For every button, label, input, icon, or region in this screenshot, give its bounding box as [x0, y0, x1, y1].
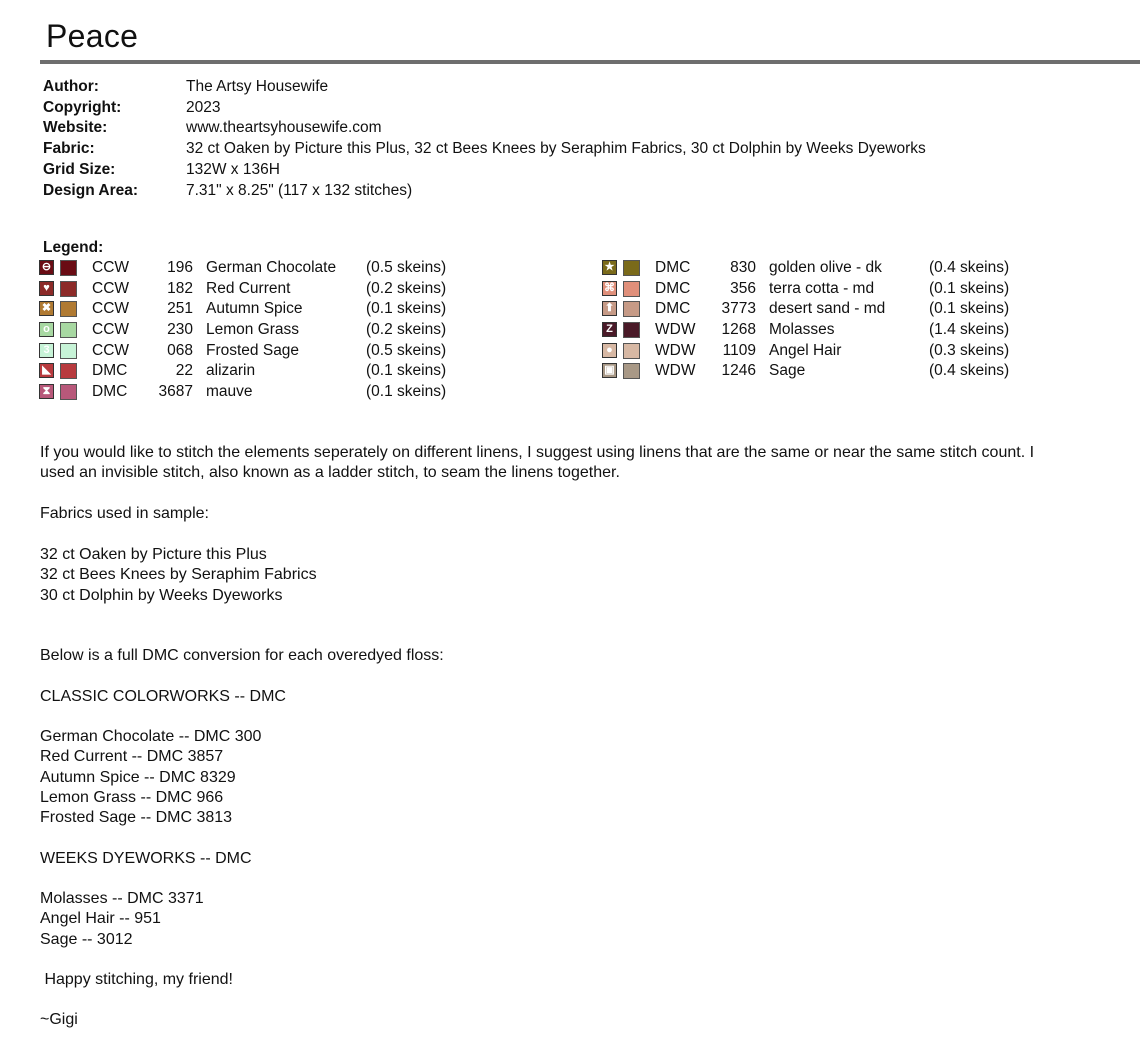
floss-symbol-icon: ◣ [39, 363, 54, 378]
floss-number: 3687 [158, 383, 193, 401]
color-swatch [60, 301, 77, 317]
info-row-design-area [43, 181, 926, 202]
floss-name: terra cotta - md [769, 279, 875, 297]
color-swatch [623, 363, 640, 379]
intro-paragraph [40, 443, 1034, 484]
floss-symbol-icon: ♥ [39, 281, 54, 296]
title-divider [40, 60, 1140, 64]
info-value: 7.31" x 8.25" (117 x 132 stitches) [186, 181, 413, 199]
info-row-author [43, 77, 926, 98]
floss-amount: (0.2 skeins) [366, 321, 447, 339]
color-swatch [623, 301, 640, 317]
floss-number: 068 [167, 341, 193, 359]
floss-amount: (0.5 skeins) [366, 341, 447, 359]
floss-symbol-icon: ⬆ [602, 301, 617, 316]
floss-name: Angel Hair [769, 341, 842, 359]
list-item: Autumn Spice -- DMC 8329 [40, 768, 236, 786]
color-swatch [60, 322, 77, 338]
color-swatch [623, 343, 640, 359]
floss-amount: (0.1 skeins) [929, 300, 1010, 318]
color-swatch [60, 281, 77, 297]
list-item: Frosted Sage -- DMC 3813 [40, 809, 233, 827]
floss-amount: (0.3 skeins) [929, 341, 1010, 359]
floss-symbol-icon: ▣ [602, 363, 617, 378]
legend-title: Legend: [43, 239, 104, 256]
color-swatch [623, 281, 640, 297]
floss-brand: DMC [655, 300, 691, 318]
floss-symbol-icon: ⌘ [604, 281, 615, 294]
conversion-heading: Below is a full DMC conversion for each overedyed floss: [40, 647, 444, 664]
floss-brand: WDW [655, 321, 696, 339]
floss-name: Lemon Grass [206, 321, 300, 339]
floss-symbol-icon: o [39, 322, 54, 337]
floss-symbol-icon: ⧗ [39, 384, 54, 399]
floss-amount: (0.4 skeins) [929, 362, 1010, 380]
floss-name: Sage [769, 362, 806, 380]
list-item: Angel Hair -- 951 [40, 910, 161, 928]
floss-number: 251 [167, 300, 193, 318]
floss-brand: DMC [92, 383, 128, 401]
floss-number: 182 [167, 279, 193, 297]
fabrics-heading: Fabrics used in sample: [40, 505, 209, 522]
info-label: Fabric: [43, 140, 95, 158]
paragraph-line: used an invisible stitch, also known as a ladder stitch, to seam the linens together. [40, 464, 620, 482]
floss-amount: (0.1 skeins) [366, 383, 447, 401]
info-value: www.theartsyhousewife.com [186, 119, 382, 137]
floss-brand: CCW [92, 321, 130, 339]
floss-number: 3773 [721, 300, 756, 318]
floss-name: mauve [206, 383, 253, 401]
floss-number: 196 [167, 259, 193, 276]
ccw-conversion-list [40, 727, 261, 828]
color-swatch [623, 322, 640, 338]
color-swatch [623, 260, 640, 276]
floss-symbol-icon: ★ [602, 260, 617, 275]
color-swatch [60, 363, 77, 379]
wdw-heading: WEEKS DYEWORKS -- DMC [40, 850, 252, 867]
floss-brand: CCW [92, 300, 130, 318]
info-value: The Artsy Housewife [186, 78, 329, 95]
wdw-conversion-list [40, 889, 204, 950]
floss-symbol-icon: Z [602, 322, 617, 337]
floss-number: 356 [730, 279, 756, 297]
floss-name: Molasses [769, 321, 835, 339]
paragraph-line: If you would like to stitch the elements seperately on different linens, I suggest using linens that are the same or near the same stitch count. I [40, 444, 1035, 461]
floss-amount: (1.4 skeins) [929, 321, 1010, 339]
info-row-fabric [43, 139, 926, 160]
floss-brand: CCW [92, 341, 130, 359]
floss-number: 230 [167, 321, 193, 339]
list-item: 32 ct Oaken by Picture this Plus [40, 546, 267, 563]
floss-name: golden olive - dk [769, 259, 882, 276]
floss-symbol-icon: 3 [39, 343, 54, 358]
floss-brand: WDW [655, 341, 696, 359]
list-item: Sage -- 3012 [40, 930, 133, 948]
pattern-info [43, 77, 926, 201]
floss-name: alizarin [206, 362, 256, 380]
floss-brand: DMC [655, 259, 691, 276]
floss-brand: WDW [655, 362, 696, 380]
floss-symbol-icon: ● [602, 343, 617, 358]
fabric-list [40, 545, 317, 606]
info-label: Author: [43, 78, 99, 95]
signature: ~Gigi [40, 1011, 78, 1028]
info-label: Grid Size: [43, 160, 116, 178]
floss-name: German Chocolate [206, 259, 337, 276]
floss-number: 830 [730, 259, 756, 276]
info-value: 132W x 136H [186, 160, 280, 178]
list-item: 32 ct Bees Knees by Seraphim Fabrics [40, 566, 317, 584]
floss-amount: (0.2 skeins) [366, 279, 447, 297]
info-label: Copyright: [43, 98, 122, 116]
floss-brand: DMC [655, 279, 691, 297]
list-item: Molasses -- DMC 3371 [40, 890, 204, 907]
floss-amount: (0.4 skeins) [929, 259, 1010, 276]
list-item: 30 ct Dolphin by Weeks Dyeworks [40, 586, 283, 604]
list-item: Lemon Grass -- DMC 966 [40, 788, 224, 806]
closing-line: Happy stitching, my friend! [40, 971, 233, 988]
floss-name: Autumn Spice [206, 300, 303, 318]
floss-brand: DMC [92, 362, 128, 380]
page-title: Peace [46, 18, 139, 54]
floss-number: 1109 [722, 341, 756, 359]
floss-symbol-icon: ✖ [39, 301, 54, 316]
floss-name: Frosted Sage [206, 341, 300, 359]
list-item: Red Current -- DMC 3857 [40, 748, 224, 766]
color-swatch [60, 260, 77, 276]
floss-amount: (0.1 skeins) [929, 279, 1010, 297]
floss-amount: (0.1 skeins) [366, 362, 447, 380]
info-row-grid-size [43, 160, 926, 181]
info-value: 32 ct Oaken by Picture this Plus, 32 ct Bees Knees by Seraphim Fabrics, 30 ct Dolphin by Weeks Dyeworks [186, 140, 926, 158]
info-label: Design Area: [43, 181, 139, 199]
floss-amount: (0.1 skeins) [366, 300, 447, 318]
info-label: Website: [43, 119, 108, 137]
floss-number: 1268 [721, 321, 756, 339]
info-value: 2023 [186, 98, 221, 116]
floss-name: desert sand - md [769, 300, 886, 318]
list-item: German Chocolate -- DMC 300 [40, 728, 262, 745]
floss-brand: CCW [92, 259, 130, 276]
info-row-website [43, 118, 926, 139]
info-row-copyright [43, 98, 926, 119]
floss-name: Red Current [206, 279, 291, 297]
floss-number: 1246 [721, 362, 756, 380]
color-swatch [60, 343, 77, 359]
floss-brand: CCW [92, 279, 130, 297]
ccw-heading: CLASSIC COLORWORKS -- DMC [40, 688, 286, 705]
floss-number: 22 [175, 362, 193, 380]
floss-symbol-icon: ⊖ [39, 260, 54, 275]
color-swatch [60, 384, 77, 400]
floss-amount: (0.5 skeins) [366, 259, 447, 276]
